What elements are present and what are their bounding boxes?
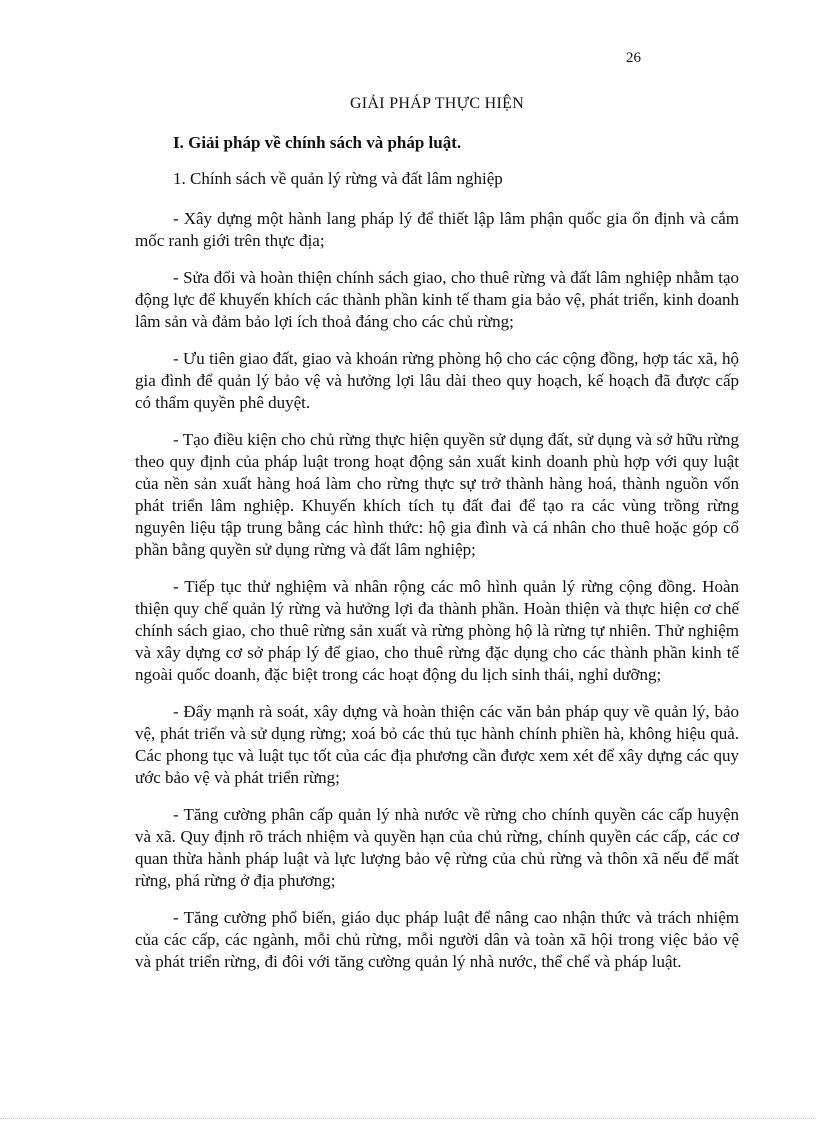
paragraph-3: - Ưu tiên giao đất, giao và khoán rừng phòng hộ cho các cộng đồng, hợp tác xã, hộ gia đình để quản lý bảo vệ và hưởng lợi lâu dài theo quy hoạch, kế hoạch đã được cấp có thẩm quyền phê duyệt. (135, 349, 739, 412)
section-heading: I. Giải pháp về chính sách và pháp luật. (173, 133, 462, 152)
page-bottom-divider (0, 1118, 816, 1119)
paragraph-5: - Tiếp tục thử nghiệm và nhân rộng các mô hình quản lý rừng cộng đồng. Hoàn thiện quy chế quản lý rừng và hưởng lợi đa thành phần. Hoàn thiện và thực hiện cơ chế chính sách giao, cho thuê rừng sản xuất và rừng phòng hộ là rừng tự nhiên. Thử nghiệm và xây dựng cơ sở pháp lý để giao, cho thuê rừng đặc dụng cho các thành phần kinh tế ngoài quốc doanh, đặc biệt trong các hoạt động du lịch sinh thái, nghỉ dưỡng; (135, 577, 739, 684)
document-body (135, 94, 739, 988)
paragraph-1: - Xây dựng một hành lang pháp lý để thiết lập lâm phận quốc gia ổn định và cắm mốc ranh giới trên thực địa; (135, 209, 739, 250)
paragraph-8: - Tăng cường phổ biến, giáo dục pháp luật để nâng cao nhận thức và trách nhiệm của các cấp, các ngành, mỗi chủ rừng, mỗi người dân và toàn xã hội trong việc bảo vệ và phát triển rừng, đi đôi với tăng cường quản lý nhà nước, thể chế và pháp luật. (135, 908, 739, 971)
page-number: 26 (626, 50, 641, 66)
paragraph-4: - Tạo điều kiện cho chủ rừng thực hiện quyền sử dụng đất, sử dụng và sở hữu rừng theo quy định của pháp luật trong hoạt động sản xuất kinh doanh phù hợp với quy luật của nền sản xuất hàng hoá làm cho rừng thực sự trở thành hàng hoá, thành nguồn vốn phát triển lâm nghiệp. Khuyến khích tích tụ đất đai để tạo ra các vùng trồng rừng nguyên liệu tập trung bằng các hình thức: hộ gia đình và cá nhân cho thuê hoặc góp cổ phần bằng quyền sử dụng rừng và đất lâm nghiệp; (135, 430, 739, 559)
subsection-heading: 1. Chính sách về quản lý rừng và đất lâm nghiệp (173, 169, 503, 188)
document-title: GIẢI PHÁP THỰC HIỆN (349, 95, 525, 112)
paragraph-7: - Tăng cường phân cấp quản lý nhà nước về rừng cho chính quyền các cấp huyện và xã. Quy định rõ trách nhiệm và quyền hạn của chủ rừng, chính quyền các cấp, các cơ quan thừa hành pháp luật và lực lượng bảo vệ rừng của chủ rừng và thôn xã nếu để mất rừng, phá rừng ở địa phương; (135, 805, 739, 890)
paragraph-2: - Sửa đổi và hoàn thiện chính sách giao, cho thuê rừng và đất lâm nghiệp nhằm tạo động lực để khuyến khích các thành phần kinh tế tham gia bảo vệ, phát triển, kinh doanh lâm sản và đảm bảo lợi ích thoả đáng cho các chủ rừng; (135, 268, 739, 331)
paragraph-6: - Đẩy mạnh rà soát, xây dựng và hoàn thiện các văn bản pháp quy về quản lý, bảo vệ, phát triển và sử dụng rừng; xoá bỏ các thủ tục hành chính phiền hà, không hiệu quả. Các phong tục và luật tục tốt của các địa phương cần được xem xét để xây dựng các quy ước bảo vệ và phát triển rừng; (135, 702, 739, 787)
